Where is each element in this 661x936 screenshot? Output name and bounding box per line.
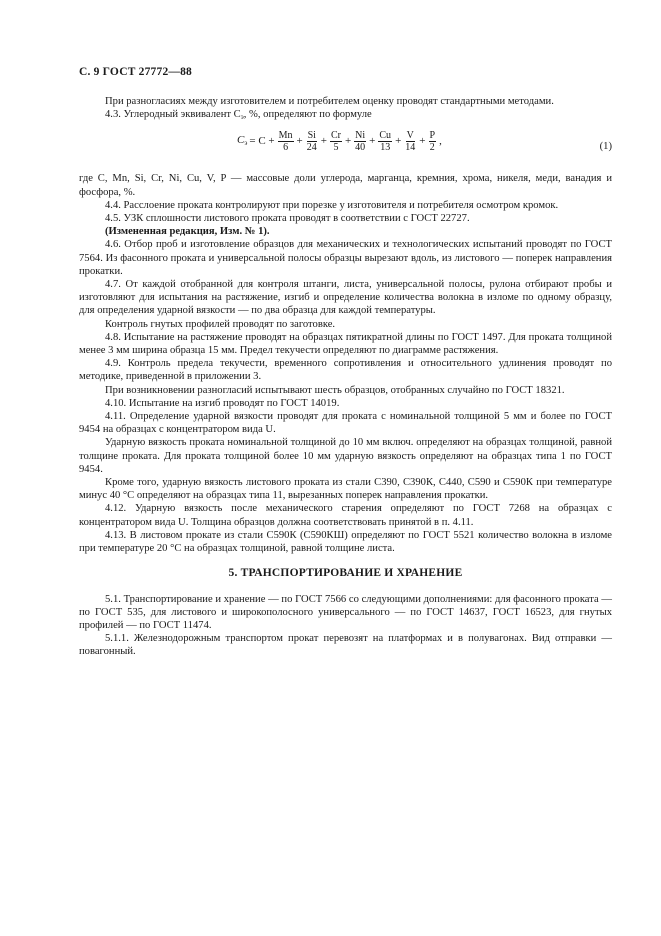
paragraph-where: где C, Mn, Si, Cr, Ni, Cu, V, P — массовые доли углерода, марганца, кремния, хрома, никеля, меди, ванадия и фосфора, %. bbox=[79, 173, 612, 198]
formula-plus: + bbox=[419, 135, 426, 148]
formula-plus: + bbox=[296, 135, 303, 148]
paragraph-disputes: При разногласиях между изготовителем и потребителем оценку проводят стандартными методами. bbox=[105, 96, 554, 107]
formula-body bbox=[237, 130, 444, 153]
page-header: С. 9 ГОСТ 27772—88 bbox=[79, 66, 192, 78]
formula-term-cu: $\frac{Cu}{13}$ bbox=[379, 130, 392, 154]
formula-plus: + bbox=[344, 135, 352, 148]
paragraph-4-3-text: 4.3. Углеродный эквивалент C bbox=[105, 109, 241, 121]
paragraph-amended: (Измененная редакция, Изм. № 1). bbox=[105, 226, 270, 238]
paragraph-4-11: 4.11. Определение ударной вязкости проводят для проката с номинальной толщиной 5 мм и более по ГОСТ 9454 на образцах с концентратором вида U. bbox=[79, 411, 612, 436]
formula-lhs: $C_э$ bbox=[237, 133, 248, 147]
formula-tail: , bbox=[439, 135, 442, 148]
formula-term-mn: $\frac{Mn}{6}$ bbox=[278, 130, 293, 154]
formula-term-p: $\frac{P}{2}$ bbox=[429, 130, 436, 154]
document-body bbox=[79, 95, 612, 659]
paragraph-5-1: 5.1. Транспортирование и хранение — по ГОСТ 7566 со следующими дополнениями: для фасонного проката — по ГОСТ 535, для листового и широкополосного универсального — по ГОСТ 14637, ГОСТ 16523, для гнутых профилей — по ГОСТ 11474. bbox=[79, 593, 612, 631]
paragraph-4-3-sub: э bbox=[240, 113, 244, 122]
formula-plus: + bbox=[320, 135, 327, 148]
paragraph-4-12: 4.12. Ударную вязкость после механического старения определяют по ГОСТ 7268 на образцах с концентратором вида U. Толщина образцов должна соответствовать принятой в п. 4.11. bbox=[79, 503, 612, 528]
paragraph-4-5: 4.5. УЗК сплошности листового проката проводят в соответствии с ГОСТ 22727. bbox=[105, 213, 470, 225]
paragraph-4-13: 4.13. В листовом прокате из стали С590К (С590КШ) определяют по ГОСТ 5521 количество волокна в изломе при температуре 20 °С на образцах толщиной, равной толщине листа. bbox=[79, 529, 612, 555]
paragraph-5-1-1: 5.1.1. Железнодорожным транспортом прокат перевозят на платформах и в полувагонах. Вид отправки — повагонный. bbox=[79, 633, 612, 658]
paragraph-4-10: 4.10. Испытание на изгиб проводят по ГОСТ 14019. bbox=[105, 397, 340, 409]
formula-plus: + bbox=[395, 135, 402, 148]
section-5-title: 5. ТРАНСПОРТИРОВАНИЕ И ХРАНЕНИЕ bbox=[228, 567, 463, 580]
paragraph-4-3 bbox=[79, 108, 612, 124]
paragraph-4-8: 4.8. Испытание на растяжение проводят на образцах пятикратной длины по ГОСТ 1497. Для проката толщиной менее 3 мм ширина образца 15 мм. Предел текучести определяют по диаграмме растяжения. bbox=[79, 331, 612, 357]
paragraph-4-11b: Ударную вязкость проката номинальной толщиной до 10 мм включ. определяют на образцах толщиной, равной толщине проката. Для проката толщиной более 10 мм ударную вязкость определяют на образцах типа 1 по ГОСТ 9454. bbox=[79, 437, 612, 475]
paragraph-4-11c: Кроме того, ударную вязкость листового проката из стали С390, С390К, С440, С590 и С590К при температуре минус 40 °С определяют на образцах типа 11, вырезанных поперек направления прокатки. bbox=[79, 477, 612, 502]
paragraph-4-4: 4.4. Расслоение проката контролируют при порезке у изготовителя и потребителя осмотром кромок. bbox=[105, 199, 559, 211]
paragraph-bent-profiles: Контроль гнутых профилей проводят по заготовке. bbox=[105, 318, 336, 330]
formula-number: (1) bbox=[599, 141, 612, 153]
formula-term-si: $\frac{Si}{24}$ bbox=[306, 130, 317, 154]
formula-plus: + bbox=[369, 135, 376, 148]
paragraph-4-7: 4.7. От каждой отобранной для контроля штанги, листа, универсальной полосы, рулона отбирают пробы и изготовляют для испытания на растяжение, изгиб и определение количества волокна в изломе по одному образцу, для определения ударной вязкости — по два образца для каждой температуры. bbox=[79, 279, 612, 317]
paragraph-4-9b: При возникновении разногласий испытывают шесть образцов, отобранных случайно по ГОСТ 18321. bbox=[105, 384, 565, 396]
formula-eq: = C + bbox=[249, 135, 275, 148]
formula-term-v: $\frac{V}{14}$ bbox=[405, 130, 416, 154]
formula-carbon-equivalent bbox=[79, 130, 612, 166]
paragraph-4-3-tail: , %, определяют по формуле bbox=[243, 109, 372, 121]
paragraph-4-6: 4.6. Отбор проб и изготовление образцов для механических и технологических испытаний проводят по ГОСТ 7564. Из фасонного проката и универсальной полосы образцы вырезают вдоль, из листового — поперек направления прокатки. bbox=[79, 239, 612, 277]
paragraph-4-9: 4.9. Контроль предела текучести, временного сопротивления и относительного удлинения проводят по методике, приведенной в приложении 3. bbox=[79, 358, 612, 383]
formula-term-cr: $\frac{Cr}{5}$ bbox=[330, 130, 341, 154]
formula-term-ni: $\frac{Ni}{40}$ bbox=[355, 130, 366, 154]
